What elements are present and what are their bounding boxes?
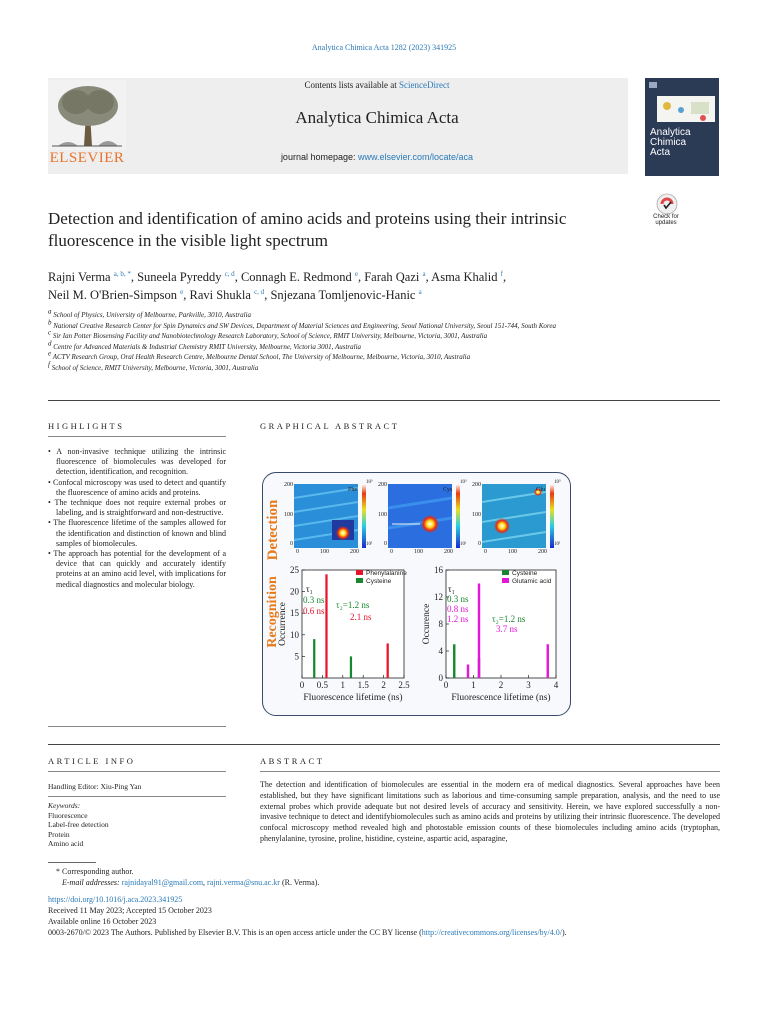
affiliation-text: Centre for Advanced Materials & Industrial Chemistry RMIT University, Melbourne, Victoria 3001, Australia xyxy=(53,342,362,351)
image-label: Glu xyxy=(536,487,545,493)
keywords-block xyxy=(48,801,109,849)
image-tick: 0 xyxy=(384,541,387,547)
y-axis-label: Occurence xyxy=(422,603,432,645)
license-prefix: 0003-2670/© 2023 The Authors. Published by Elsevier B.V. This is an open access article under the CC BY license ( xyxy=(48,928,422,937)
author-separator: , xyxy=(425,270,432,284)
affiliation-sup: c xyxy=(48,328,52,337)
author-separator: , xyxy=(183,288,190,302)
x-tick-label: 4 xyxy=(553,680,559,690)
image-tick: 100 xyxy=(320,549,329,555)
highlight-text: A non-invasive technique utilizing the intrinsic fluorescence of biomolecules was developed for detection, identification, and recognition. xyxy=(56,447,226,477)
x-tick-label: 1 xyxy=(340,680,346,690)
author-affiliation-sup[interactable]: a xyxy=(418,287,422,296)
y-tick-label: 25 xyxy=(290,565,299,575)
image-tick: 200 xyxy=(350,549,359,555)
email-link[interactable]: rajni.verma@snu.ac.kr xyxy=(207,878,280,887)
affiliation-sup: a xyxy=(48,307,52,316)
highlights-bottom-rule xyxy=(48,726,226,727)
keyword: Amino acid xyxy=(48,839,84,848)
affiliation xyxy=(48,352,708,363)
x-tick-label: 1 xyxy=(471,680,476,690)
fluorescence-image-cys xyxy=(388,484,452,548)
legend-swatch xyxy=(356,578,363,583)
check-for-updates-label[interactable] xyxy=(644,214,688,226)
x-tick-label: 1.5 xyxy=(357,680,369,690)
x-axis-label: Fluorescence lifetime (ns) xyxy=(303,693,403,703)
annotation-label: τ₂=1.2 ns xyxy=(336,600,370,610)
author[interactable] xyxy=(137,270,235,284)
author[interactable] xyxy=(48,270,131,284)
highlight-item: • The approach has potential for the development of a device that can quickly and accurately identify proteins at an amino acid level, with implications for medical diagnostics and molecular biology. xyxy=(48,549,227,589)
x-axis-label: Fluorescence lifetime (ns) xyxy=(451,693,551,703)
contents-prefix: Contents lists available at xyxy=(304,80,399,90)
x-tick-label: 0 xyxy=(443,680,449,690)
affiliation xyxy=(48,360,708,374)
abstract-text: The detection and identification of biomolecules are essential in the modern era of medical diagnostics. Several approaches have been established, but they have significant limitations such as laborious and time-consuming sample preparation, analysis, and the need to use external probes which provide adequate but not desired levels of accuracy and sensitivity. Herein, we have explored successfully a non-invasive technique to detect and identifybiomolecules such as amino acids and proteins by utilizing their intrinsic fluorescence. The developed confocal microscopy method revealed high and photostable emission counts of these biomolecules including amino acids (tryptophan, phenylalanine, tyrosine, proline, histidine, cysteine, aspartic acid, asparagine, xyxy=(260,780,720,843)
legend-label: Glutamic acid xyxy=(512,578,552,585)
journal-name: Analytica Chimica Acta xyxy=(295,108,459,127)
y-tick-label: 16 xyxy=(434,565,443,575)
image-tick: 200 xyxy=(444,549,453,555)
author-affiliation-sup[interactable]: e xyxy=(180,287,184,296)
author[interactable] xyxy=(241,270,358,284)
abstract-heading: ABSTRACT xyxy=(260,756,325,766)
image-tick: 100 xyxy=(508,549,517,555)
article-info-rule xyxy=(48,771,226,772)
check-updates-line: Check for xyxy=(653,214,679,220)
author-name: Suneela Pyreddy xyxy=(137,270,222,284)
highlight-text: The fluorescence lifetime of the samples allowed for the identification and distinction of known and blind samples of biomolecules. xyxy=(53,518,226,548)
affiliation-text: ACTV Research Group, Oral Health Research Centre, Melbourne Dental School, The University of Melbourne, Melbourne, Victoria, 3010, Australia xyxy=(52,353,471,362)
y-tick-label: 20 xyxy=(290,586,299,597)
legend-label: Cysteine xyxy=(366,578,392,585)
bar xyxy=(453,644,455,678)
annotation-label: 2.1 ns xyxy=(350,612,372,622)
author-affiliation-sup[interactable]: a, b, * xyxy=(113,269,131,278)
author-separator: , xyxy=(357,270,365,284)
affiliation-list xyxy=(48,307,708,374)
check-updates-line: updates xyxy=(655,220,677,226)
bar xyxy=(325,574,327,678)
annotation-label: 1.2 ns xyxy=(447,614,469,624)
highlight-text: The technique does not require external probes or labeling, and is straightforward and non-destructive. xyxy=(54,498,227,518)
homepage-link[interactable]: www.elsevier.com/locate/aca xyxy=(358,152,474,162)
doi-link[interactable]: https://doi.org/10.1016/j.aca.2023.341925 xyxy=(48,895,183,904)
x-tick-label: 3 xyxy=(526,680,531,690)
legend-swatch xyxy=(502,578,509,583)
author-name: Farah Qazi xyxy=(364,270,420,284)
image-tick: 200 xyxy=(378,482,387,488)
footnotes xyxy=(48,866,728,938)
journal-reference[interactable]: Analytica Chimica Acta 1282 (2023) 341925 xyxy=(311,43,457,52)
keywords-heading: Keywords: xyxy=(48,801,81,810)
colorbar-max: 10³ xyxy=(366,480,373,485)
image-tick: 100 xyxy=(284,512,293,518)
homepage-prefix: journal homepage: xyxy=(280,152,358,162)
x-tick-label: 0.5 xyxy=(316,680,329,690)
author-list xyxy=(48,268,688,304)
affiliation xyxy=(48,318,708,332)
image-tick: 200 xyxy=(472,482,481,488)
image-label: Cys xyxy=(443,487,453,493)
annotation-label: 3.7 ns xyxy=(496,624,518,634)
author-affiliation-sup[interactable]: f xyxy=(500,269,503,278)
lifetime-histogram-right xyxy=(420,560,568,710)
legend-swatch xyxy=(356,570,363,575)
author[interactable] xyxy=(270,288,421,302)
bar xyxy=(467,665,469,679)
annotation-label: τ₁ xyxy=(448,584,455,594)
image-tick: 0 xyxy=(484,549,487,555)
graphical-abstract-heading: GRAPHICAL ABSTRACT xyxy=(260,421,400,431)
highlight-text: The approach has potential for the development of a device that can quickly and accurately identify proteins at an amino acid level, with implications for medical diagnostics and molecular biology. xyxy=(53,549,227,589)
license-link[interactable]: http://creativecommons.org/licenses/by/4.0/ xyxy=(421,928,563,937)
affiliation xyxy=(48,328,708,342)
image-spot xyxy=(421,515,439,533)
legend-swatch xyxy=(502,570,509,575)
sciencedirect-link[interactable]: ScienceDirect xyxy=(399,80,450,90)
contents-line xyxy=(130,80,624,90)
abstract-rule xyxy=(260,771,720,772)
author-name: Neil M. O'Brien-Simpson xyxy=(48,288,177,302)
bar xyxy=(387,643,389,678)
keyword: Fluorescence xyxy=(48,810,88,820)
article-info-heading: ARTICLE INFO xyxy=(48,756,136,766)
detection-label: Detection xyxy=(264,499,281,561)
image-tick: 100 xyxy=(378,512,387,518)
affiliation-sup: e xyxy=(48,350,52,359)
email-line: E-mail addresses: rajnidayal91@gmail.com, rajni.verma@snu.ac.kr (R. Verma). xyxy=(62,878,320,887)
section-divider xyxy=(48,744,720,745)
image-tick: 200 xyxy=(284,482,293,488)
image-tick: 100 xyxy=(472,512,481,518)
author-name: Connagh E. Redmond xyxy=(240,270,352,284)
highlight-item: • Confocal microscopy was used to detect and quantify the fluorescence of amino acids and proteins. xyxy=(48,477,226,497)
author-separator: , xyxy=(264,288,271,302)
online-date: Available online 16 October 2023 xyxy=(48,917,157,926)
highlight-item: • A non-invasive technique utilizing the intrinsic fluorescence of biomolecules was developed for detection, identification, and recognition. xyxy=(48,447,226,477)
affiliation-text: School of Science, RMIT University, Melbourne, Victoria, 3001, Australia xyxy=(51,363,259,372)
colorbar-min: 10¹ xyxy=(554,542,561,547)
lifetime-histogram-left xyxy=(280,560,420,710)
image-tick: 100 xyxy=(414,549,423,555)
x-tick-label: 2 xyxy=(498,680,504,690)
corresponding-text: Corresponding author. xyxy=(62,867,134,876)
legend-label: Cysteine xyxy=(512,570,538,577)
footnote-rule xyxy=(48,862,96,863)
affiliation xyxy=(48,339,708,353)
image-label: Phe xyxy=(348,487,357,493)
annotation-label: 0.6 ns xyxy=(303,606,325,616)
y-tick-label: 5 xyxy=(294,651,299,662)
publisher-name: ELSEVIER xyxy=(49,150,125,166)
article-info-rule xyxy=(48,796,226,797)
section-divider xyxy=(48,400,720,401)
handling-editor: Handling Editor: Xiu-Ping Yan xyxy=(48,782,142,791)
keyword: Label-free detection xyxy=(48,820,109,829)
image-spot xyxy=(336,526,350,540)
affiliation-sup: b xyxy=(48,318,52,327)
check-for-updates-icon[interactable] xyxy=(656,193,678,215)
colorbar-min: 10¹ xyxy=(460,542,467,547)
keyword: Protein xyxy=(48,829,70,839)
homepage-line xyxy=(130,152,624,162)
cover-title-line: Analytica xyxy=(650,127,691,138)
x-tick-label: 2 xyxy=(381,680,386,690)
colorbar xyxy=(362,484,366,548)
annotation-label: τ₂=1.2 ns xyxy=(492,614,526,624)
y-tick-label: 0 xyxy=(438,673,443,683)
author[interactable] xyxy=(48,288,183,302)
y-tick-label: 10 xyxy=(290,629,299,640)
highlight-text: Confocal microscopy was used to detect and quantify the fluorescence of amino acids and proteins. xyxy=(53,477,226,497)
image-tick: 0 xyxy=(290,541,293,547)
received-dates: Received 11 May 2023; Accepted 15 October 2023 xyxy=(48,906,212,915)
author-separator: , xyxy=(234,270,241,284)
image-tick: 0 xyxy=(390,549,393,555)
bar xyxy=(313,639,315,678)
cover-title-line: Acta xyxy=(650,147,671,158)
y-tick-label: 8 xyxy=(438,619,443,629)
author-name: Rajni Verma xyxy=(48,270,111,284)
affiliation xyxy=(48,307,708,321)
y-tick-label: 12 xyxy=(434,592,443,602)
image-tick: 0 xyxy=(478,541,481,547)
email-label: E-mail addresses: xyxy=(62,878,120,887)
image-tick: 200 xyxy=(538,549,547,555)
bar xyxy=(547,644,549,678)
annotation-label: τ₁ xyxy=(306,584,313,594)
license-line xyxy=(48,927,728,938)
fluorescence-images xyxy=(280,478,570,558)
colorbar xyxy=(550,484,554,548)
affiliation-text: School of Physics, University of Melbourne, Parkville, 3010, Australia xyxy=(53,311,252,319)
license-suffix: ). xyxy=(562,928,567,937)
affiliation-sup: f xyxy=(48,360,50,369)
highlight-item: • The technique does not require external probes or labeling, and is straightforward and non-destructive. xyxy=(48,498,227,518)
author[interactable] xyxy=(364,270,425,284)
x-tick-label: 2.5 xyxy=(398,680,410,690)
highlight-item: • The fluorescence lifetime of the samples allowed for the identification and distinction of known and blind samples of biomolecules. xyxy=(48,518,226,548)
highlights-list xyxy=(48,447,226,590)
author-affiliation-sup[interactable]: c, d xyxy=(224,269,235,278)
colorbar-max: 10³ xyxy=(460,480,467,485)
legend-label: Phenylalanine xyxy=(366,570,407,577)
author-separator: , xyxy=(502,270,507,284)
author-affiliation-sup[interactable]: a xyxy=(422,269,426,278)
affiliation-text: Sir Ian Potter Biosensing Facility and Nanobiotechnology Research Laboratory, School of Science, RMIT University, Melbourne, Victoria, 3001, Australia xyxy=(52,332,488,341)
author-affiliation-sup[interactable]: c, d xyxy=(254,287,265,296)
annotation-label: 0.3 ns xyxy=(447,594,469,604)
recognition-label: Recognition xyxy=(265,576,280,648)
author[interactable] xyxy=(431,270,503,284)
bar xyxy=(478,584,480,679)
article-title: Detection and identification of amino acids and proteins using their intrinsic fluorescence in the visible light spectrum xyxy=(48,209,567,250)
bar xyxy=(350,656,352,678)
y-tick-label: 15 xyxy=(290,608,299,619)
annotation-label: 0.3 ns xyxy=(303,595,325,605)
affiliation-text: National Creative Research Center for Spin Dynamics and SW Devices, Department of Material Sciences and Engineering, Seoul National University, Seoul 151-744, South Korea xyxy=(53,321,556,330)
author-name: Snjezana Tomljenovic-Hanic xyxy=(270,288,416,302)
author-name: Ravi Shukla xyxy=(189,288,251,302)
author-separator: , xyxy=(130,270,138,284)
email-suffix: (R. Verma). xyxy=(281,878,320,887)
author[interactable] xyxy=(189,288,264,302)
image-tick: 0 xyxy=(296,549,299,555)
colorbar-max: 10³ xyxy=(554,480,561,485)
cover-title xyxy=(650,128,716,158)
highlights-rule xyxy=(48,436,226,437)
colorbar xyxy=(456,484,460,548)
x-tick-label: 0 xyxy=(299,680,305,690)
colorbar-min: 10¹ xyxy=(366,542,373,547)
annotation-label: 0.8 ns xyxy=(447,604,469,614)
y-axis-label: Occurrence xyxy=(278,602,288,646)
y-tick-label: 4 xyxy=(438,646,443,656)
author-affiliation-sup[interactable]: e xyxy=(354,269,358,278)
corresponding-author-note: * Corresponding author. xyxy=(56,867,134,876)
highlights-heading: HIGHLIGHTS xyxy=(48,421,125,431)
email-link[interactable]: rajnidayal91@gmail.com xyxy=(121,878,204,887)
author-name: Asma Khalid xyxy=(431,270,498,284)
affiliation-sup: d xyxy=(48,339,52,348)
cover-title-line: Chimica xyxy=(650,137,687,148)
image-spot xyxy=(494,518,510,534)
